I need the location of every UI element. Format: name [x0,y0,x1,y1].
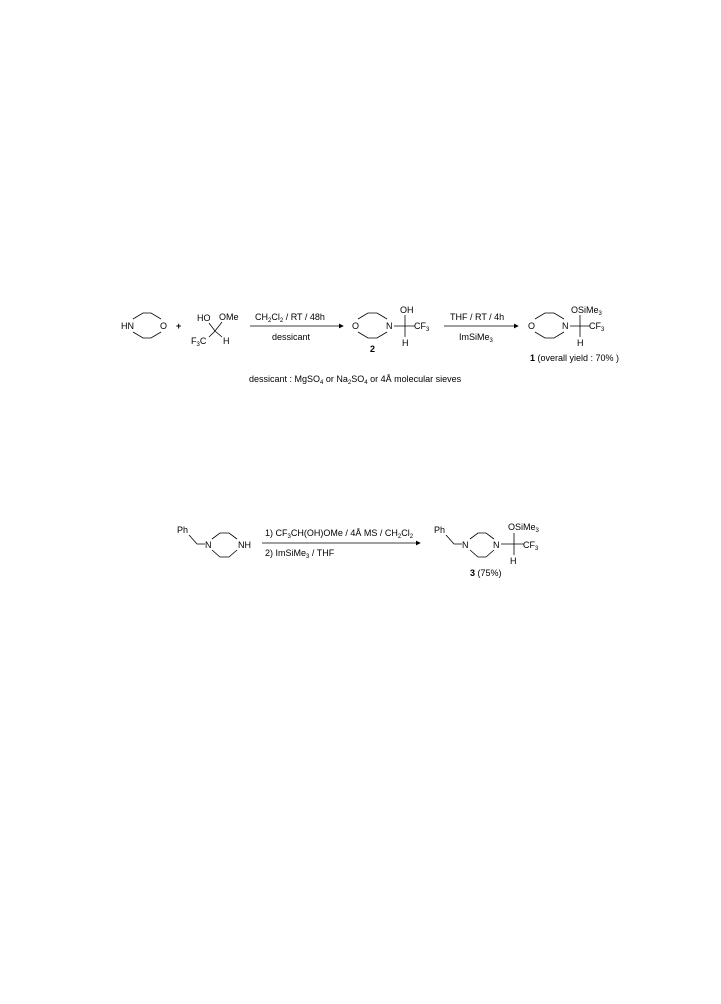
int-ring-bottom-bond [358,332,387,338]
r2-benzyl-bond [189,535,205,544]
arrow-2-conditions: THF / RT / 4h [450,312,505,322]
product-1 [528,305,619,363]
hemiacetal-h-label: H [223,336,230,346]
int-oh-label: OH [400,305,414,315]
benzylpiperazine-reactant [177,525,251,557]
reaction-arrow-3 [262,528,420,560]
p1-n-label: N [562,321,569,331]
int-h-label: H [402,338,409,348]
p3-ph-label: Ph [434,525,446,535]
p3-ring-top-bond [470,533,494,539]
p3-benzyl-bond [446,535,462,544]
hemiacetal-bond-ome [215,322,222,331]
hemiacetal-f3c-label: $F_3C$ [191,336,207,348]
scheme-2 [177,522,540,578]
arrow-3-step-1: 1) $CF_3CH(OH)OMe$ / 4Å MS / $CH_2Cl_2$ [265,528,414,540]
morpholine-reactant [121,313,167,338]
arrow-1-dessicant-label: dessicant [272,332,311,342]
p3-n1-label: N [462,540,469,550]
int-n-label: N [386,321,393,331]
morpholine-nh-label: HN [121,321,134,331]
p3-cf3-label: $CF_3$ [523,540,539,552]
morpholine-ring-top-bond [133,313,161,319]
p1-osime3-label: OSiMe$_3$ [571,305,602,317]
p3-ring-bottom-bond [470,550,494,557]
r2-ph-label: Ph [177,525,189,535]
p1-o-label: O [528,321,536,331]
morpholine-o-label: O [160,321,168,331]
arrow-1-conditions: $CH_2Cl_2$ / RT / 48h [255,312,325,324]
p3-osime3-label: OSiMe$_3$ [508,522,539,534]
plus-sign: + [176,321,182,331]
compound-2-id: 2 [370,344,376,354]
p1-h-label: H [577,338,584,348]
r2-ring-bottom-bond [212,550,237,557]
p1-cf3-label: $CF_3$ [589,321,605,333]
arrow-2-reagent: ImSiMe$_3$ [459,332,493,344]
hemiacetal-ome-label: OMe [219,312,239,322]
hemiacetal-reactant [191,312,239,348]
p3-n2-label: N [493,540,500,550]
reaction-arrow-2 [444,312,518,344]
compound-1-caption: 1 (overall yield : 70% ) [530,353,620,363]
arrow-3-step-2: 2) ImSiMe$_3$ / THF [265,548,335,560]
hemiacetal-ho-label: HO [197,313,211,323]
r2-nh-label: NH [238,540,251,550]
morpholine-ring-bottom-bond [133,332,161,338]
hemiacetal-bond-oh [209,323,215,331]
p3-h-label: H [510,556,517,566]
r2-n-label: N [205,540,212,550]
hemiacetal-bond-cf3 [209,331,215,337]
p1-ring-bottom-bond [535,332,564,338]
int-o-label: O [352,321,360,331]
reaction-arrow-1 [250,312,343,342]
dessicant-note: dessicant : MgSO$_4$ or $Na_2SO_4$ or 4Å molecular sieves [249,374,462,386]
int-cf3-label: $CF_3$ [414,321,430,333]
intermediate-2 [352,305,430,354]
r2-ring-top-bond [212,533,237,539]
scheme-1 [121,305,619,386]
hemiacetal-bond-h [215,331,222,337]
p1-ring-top-bond [535,313,564,319]
product-3 [434,522,540,578]
compound-3-caption: 3 (75%) [470,568,502,578]
int-ring-top-bond [358,313,387,319]
